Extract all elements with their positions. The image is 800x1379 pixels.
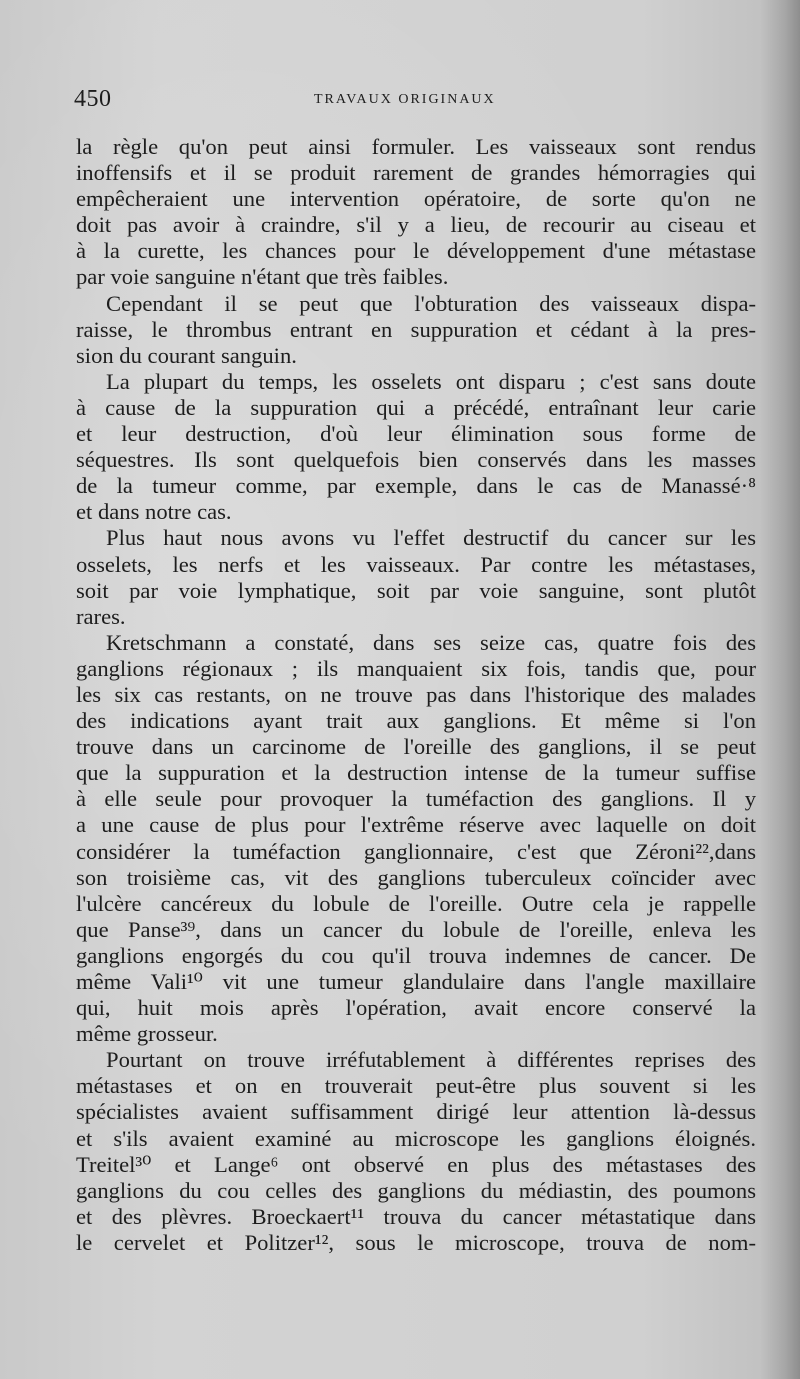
running-head xyxy=(74,86,754,122)
text-line: séquestres. Ils sont quelquefois bien conservés dans les masses xyxy=(76,447,756,473)
text-line: Plus haut nous avons vu l'effet destructif du cancer sur les xyxy=(106,525,756,551)
text-line: spécialistes avaient suffisamment dirigé leur attention là-dessus xyxy=(76,1099,756,1125)
paragraph xyxy=(76,291,756,369)
text-line: ganglions régionaux ; ils manquaient six fois, tandis que, pour xyxy=(76,655,756,681)
text-line: à cause de la suppuration qui a précédé, entraînant leur carie xyxy=(76,394,756,420)
text-line: l'ulcère cancéreux du lobule de l'oreille. Outre cela je rappelle xyxy=(76,890,756,916)
text-line: par voie sanguine n'étant que très faibles. xyxy=(76,264,449,290)
text-line: de la tumeur comme, par exemple, dans le cas de Manassé·⁸ xyxy=(76,473,756,499)
text-line: soit par voie lymphatique, soit par voie sanguine, sont plutôt xyxy=(76,577,756,603)
text-line: même grosseur. xyxy=(76,1021,218,1047)
paragraph xyxy=(76,525,756,629)
text-line: même Vali¹⁰ vit une tumeur glandulaire dans l'angle maxillaire xyxy=(76,969,756,994)
text-line: à elle seule pour provoquer la tuméfaction des ganglions. Il y xyxy=(76,786,756,812)
text-line: à la curette, les chances pour le développement d'une métastase xyxy=(76,238,756,264)
text-line: Treitel³⁰ et Lange⁶ ont observé en plus des métastases des xyxy=(76,1151,756,1177)
paragraph xyxy=(76,369,756,526)
text-line: rares. xyxy=(76,603,126,629)
text-line: doit pas avoir à craindre, s'il y a lieu, de recourir au ciseau et xyxy=(76,212,756,238)
text-line: Kretschmann a constaté, dans ses seize cas, quatre fois des xyxy=(106,629,756,655)
text-line: ganglions engorgés du cou qu'il trouva indemnes de cancer. De xyxy=(76,942,756,968)
page-number: 450 xyxy=(74,86,112,112)
text-line: ganglions du cou celles des ganglions du médiastin, des poumons xyxy=(76,1177,756,1203)
text-line: et dans notre cas. xyxy=(76,499,232,525)
text-line: empêcheraient une intervention opératoire, de sorte qu'on ne xyxy=(76,186,756,212)
text-line: et s'ils avaient examiné au microscope les ganglions éloignés. xyxy=(76,1125,756,1151)
text-line: inoffensifs et il se produit rarement de grandes hémorragies qui xyxy=(76,160,756,186)
text-line: son troisième cas, vit des ganglions tuberculeux coïncider avec xyxy=(76,864,756,890)
text-line: que la suppuration et la destruction intense de la tumeur suffise xyxy=(76,760,756,786)
text-line: La plupart du temps, les osselets ont disparu ; c'est sans doute xyxy=(106,368,756,394)
text-line: le cervelet et Politzer¹², sous le microscope, trouva de nom- xyxy=(76,1229,756,1255)
text-line: la règle qu'on peut ainsi formuler. Les vaisseaux sont rendus xyxy=(76,134,756,159)
text-line: et leur destruction, d'où leur élimination sous forme de xyxy=(76,421,756,447)
text-line: que Panse³⁹, dans un cancer du lobule de l'oreille, enleva les xyxy=(76,916,756,942)
text-line: qui, huit mois après l'opération, avait encore conservé la xyxy=(76,995,756,1021)
text-line: et des plèvres. Broeckaert¹¹ trouva du cancer métastatique dans xyxy=(76,1203,756,1229)
text-line: Cependant il se peut que l'obturation des vaisseaux dispa- xyxy=(106,290,756,316)
text-line: trouve dans un carcinome de l'oreille des ganglions, il se peut xyxy=(76,734,756,760)
body-text xyxy=(76,134,756,1256)
text-line: les six cas restants, on ne trouve pas dans l'historique des malades xyxy=(76,681,756,707)
text-line: a une cause de plus pour l'extrême réserve avec laquelle on doit xyxy=(76,812,756,838)
running-title: TRAVAUX ORIGINAUX xyxy=(314,92,496,107)
text-line: osselets, les nerfs et les vaisseaux. Par contre les métastases, xyxy=(76,551,756,577)
text-line: raisse, le thrombus entrant en suppuration et cédant à la pres- xyxy=(76,316,756,342)
page-edge-shadow xyxy=(760,0,800,1379)
text-line: sion du courant sanguin. xyxy=(76,342,297,368)
text-line: Pourtant on trouve irréfutablement à différentes reprises des xyxy=(106,1047,756,1073)
paragraph xyxy=(76,134,756,291)
text-line: considérer la tuméfaction ganglionnaire, c'est que Zéroni²²,dans xyxy=(76,838,756,864)
text-line: métastases et on en trouverait peut-être plus souvent si les xyxy=(76,1073,756,1099)
paragraph xyxy=(76,1047,756,1256)
text-line: des indications ayant trait aux ganglions. Et même si l'on xyxy=(76,708,756,734)
paragraph xyxy=(76,630,756,1048)
